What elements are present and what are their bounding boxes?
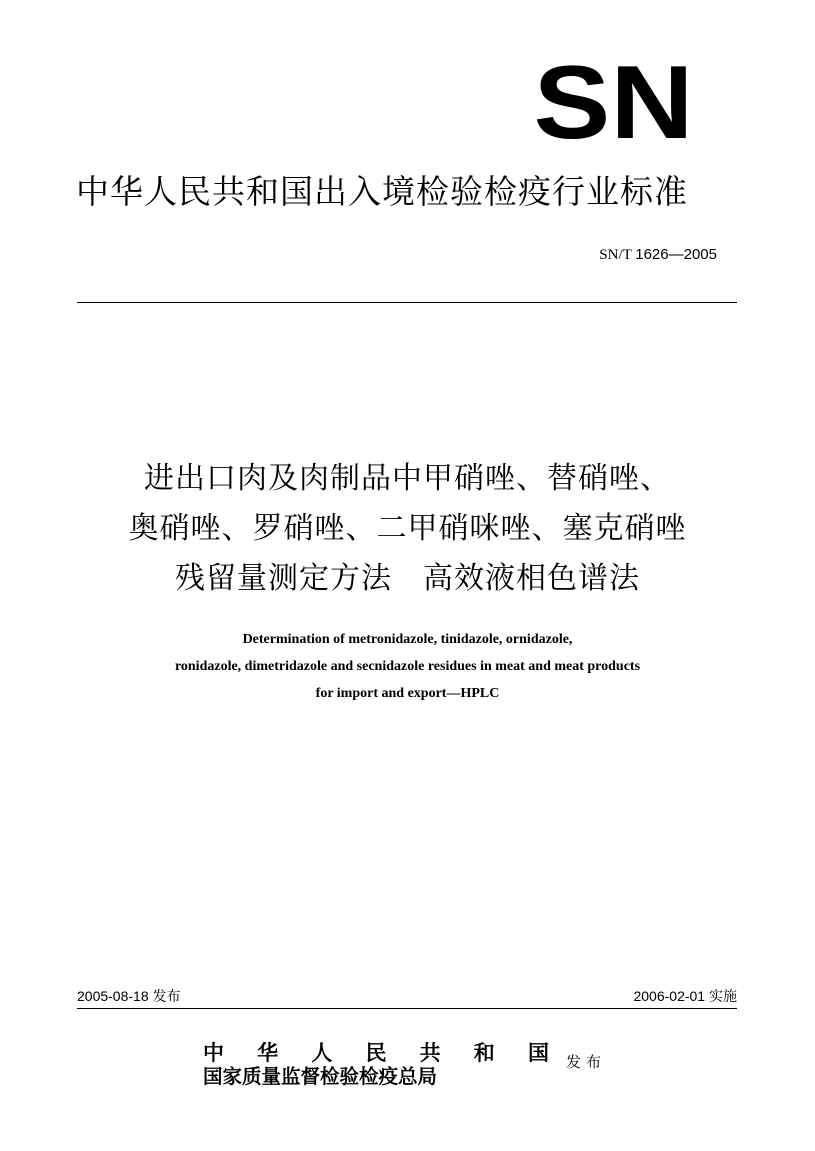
issuer-char: 国 <box>527 1040 549 1065</box>
industry-standard-title: 中华人民共和国出入境检验检疫行业标准 <box>76 172 688 211</box>
implementation-date: 2006-02-01 实施 <box>633 988 737 1004</box>
issuer-char: 共 <box>419 1040 441 1065</box>
issuer-char: 中 <box>203 1040 224 1065</box>
english-title-line-2: ronidazole, dimetridazole and secnidazole residues in meat and meat products <box>174 659 641 674</box>
issuer-char: 民 <box>365 1040 387 1065</box>
sn-logo <box>532 62 695 141</box>
chinese-title-line-1: 进出口肉及肉制品中甲硝唑、替硝唑、 <box>144 461 671 496</box>
issuer-char: 和 <box>473 1040 495 1065</box>
chinese-title-line-2: 奥硝唑、罗硝唑、二甲硝咪唑、塞克硝唑 <box>128 511 687 546</box>
issuer-country <box>203 1040 549 1066</box>
issue-date: 2005-08-18 发布 <box>77 988 181 1004</box>
issuer-char: 华 <box>257 1040 279 1065</box>
issuer-action: 发布 <box>566 1053 607 1071</box>
issuer-agency: 国家质量监督检验检疫总局 <box>203 1065 438 1088</box>
standard-prefix: SN/T <box>599 247 632 263</box>
sn-logo-text: SN <box>533 62 694 141</box>
standard-code: 1626—2005 <box>635 246 717 263</box>
chinese-title-line-3: 残留量测定方法 高效液相色谱法 <box>175 561 640 596</box>
top-divider <box>77 302 737 303</box>
standard-number <box>599 244 717 266</box>
issuer-char: 人 <box>311 1040 333 1065</box>
english-title-line-1: Determination of metronidazole, tinidazole, ornidazole, <box>242 632 573 647</box>
bottom-divider <box>77 1008 737 1009</box>
english-title-line-3: for import and export—HPLC <box>315 686 500 701</box>
